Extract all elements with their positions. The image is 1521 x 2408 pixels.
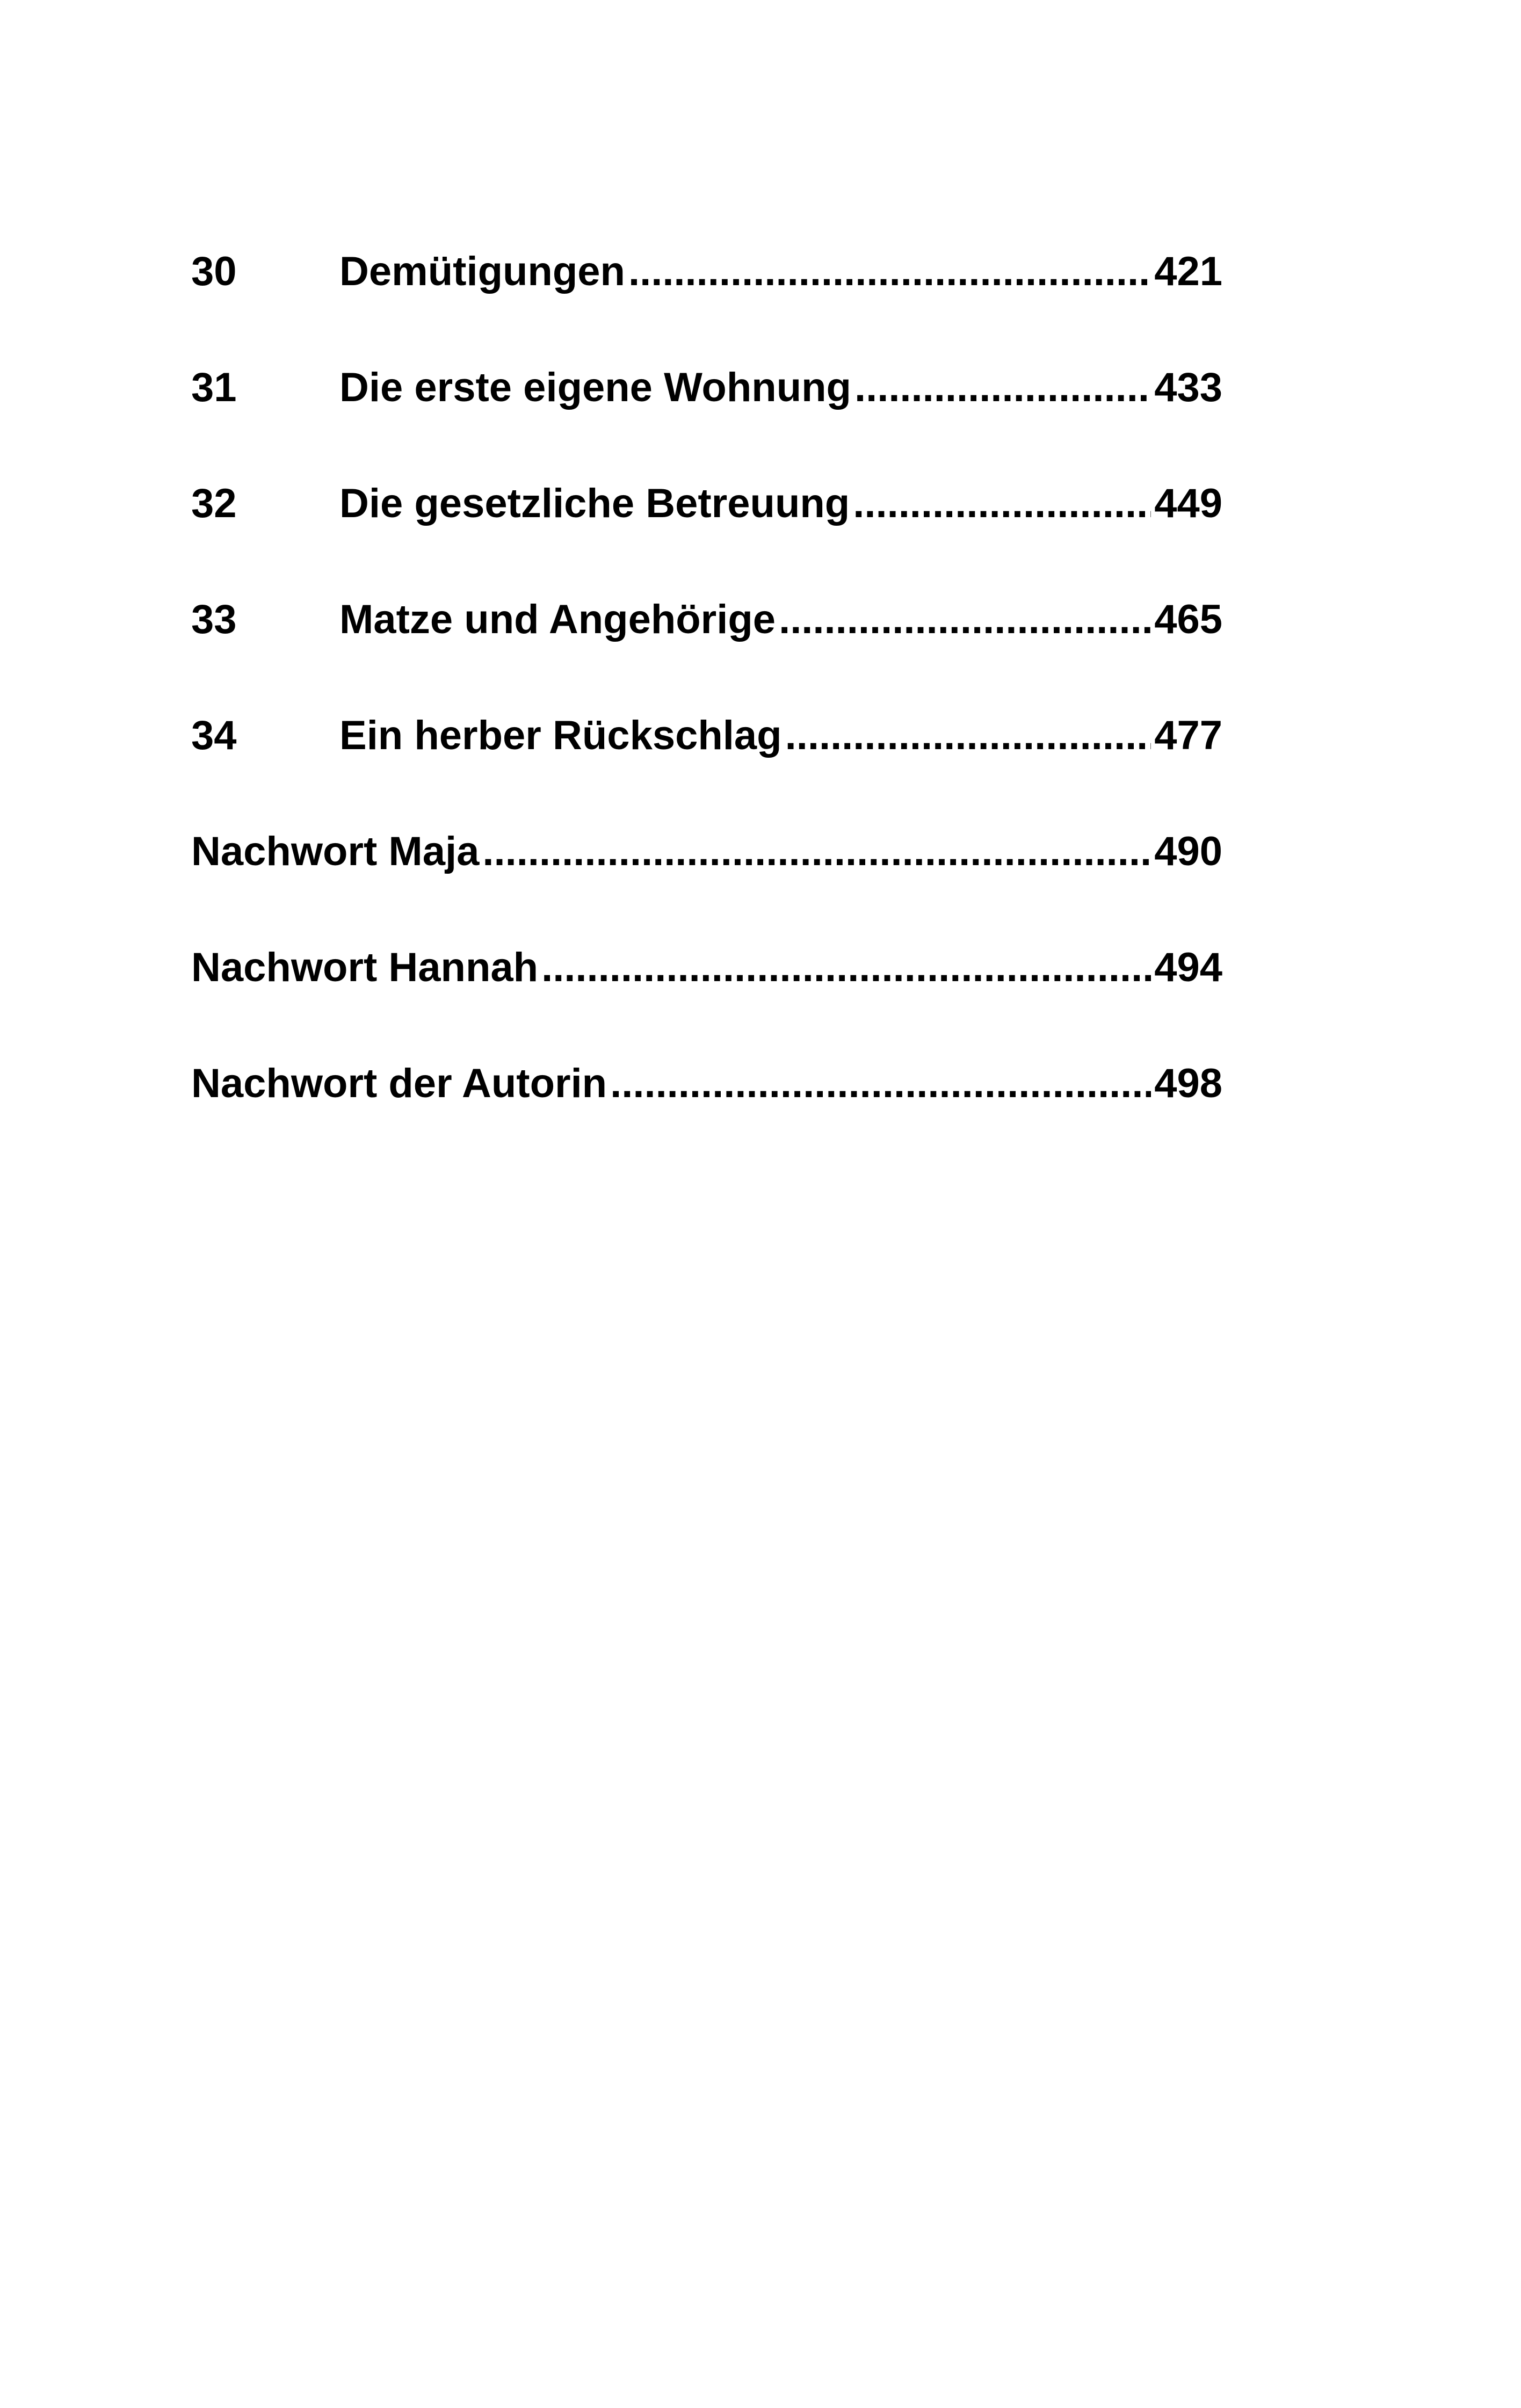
- dot-leader: [785, 709, 1151, 763]
- dot-leader: [628, 245, 1151, 299]
- toc-entry-34: [191, 709, 1222, 825]
- chapter-number: 30: [191, 249, 237, 294]
- page-number: 494: [1154, 945, 1222, 990]
- chapter-title: Matze und Angehörige: [339, 597, 776, 642]
- chapter-number: 34: [191, 713, 237, 758]
- chapter-title: Die gesetzliche Betreuung: [339, 481, 850, 526]
- dot-leader: [610, 1057, 1151, 1111]
- section-title: Nachwort der Autorin: [191, 1061, 607, 1106]
- page-number: 449: [1154, 481, 1222, 526]
- page-number: 498: [1154, 1061, 1222, 1106]
- page-number: 421: [1154, 249, 1222, 294]
- toc-entry-32: [191, 477, 1222, 593]
- chapter-title: Die erste eigene Wohnung: [339, 365, 851, 410]
- toc-entry-nachwort-hannah: [191, 941, 1222, 1057]
- toc-entry-31: [191, 361, 1222, 477]
- chapter-title: Demütigungen: [339, 249, 625, 294]
- chapter-number: 33: [191, 597, 237, 642]
- chapter-number: 31: [191, 365, 237, 410]
- dot-leader: [482, 825, 1151, 879]
- dot-leader: [779, 593, 1151, 647]
- chapter-title: Ein herber Rückschlag: [339, 713, 782, 758]
- dot-leader: [541, 941, 1151, 995]
- toc-entry-33: [191, 593, 1222, 709]
- section-title: Nachwort Hannah: [191, 945, 539, 990]
- page-number: 477: [1154, 713, 1222, 758]
- chapter-number: 32: [191, 481, 237, 526]
- page-number: 465: [1154, 597, 1222, 642]
- table-of-contents: [191, 245, 1222, 1173]
- dot-leader: [853, 477, 1151, 531]
- section-title: Nachwort Maja: [191, 829, 480, 874]
- toc-entry-nachwort-autorin: [191, 1057, 1222, 1173]
- dot-leader: [854, 361, 1151, 415]
- page-number: 490: [1154, 829, 1222, 874]
- toc-entry-30: [191, 245, 1222, 361]
- toc-entry-nachwort-maja: [191, 825, 1222, 941]
- page-number: 433: [1154, 365, 1222, 410]
